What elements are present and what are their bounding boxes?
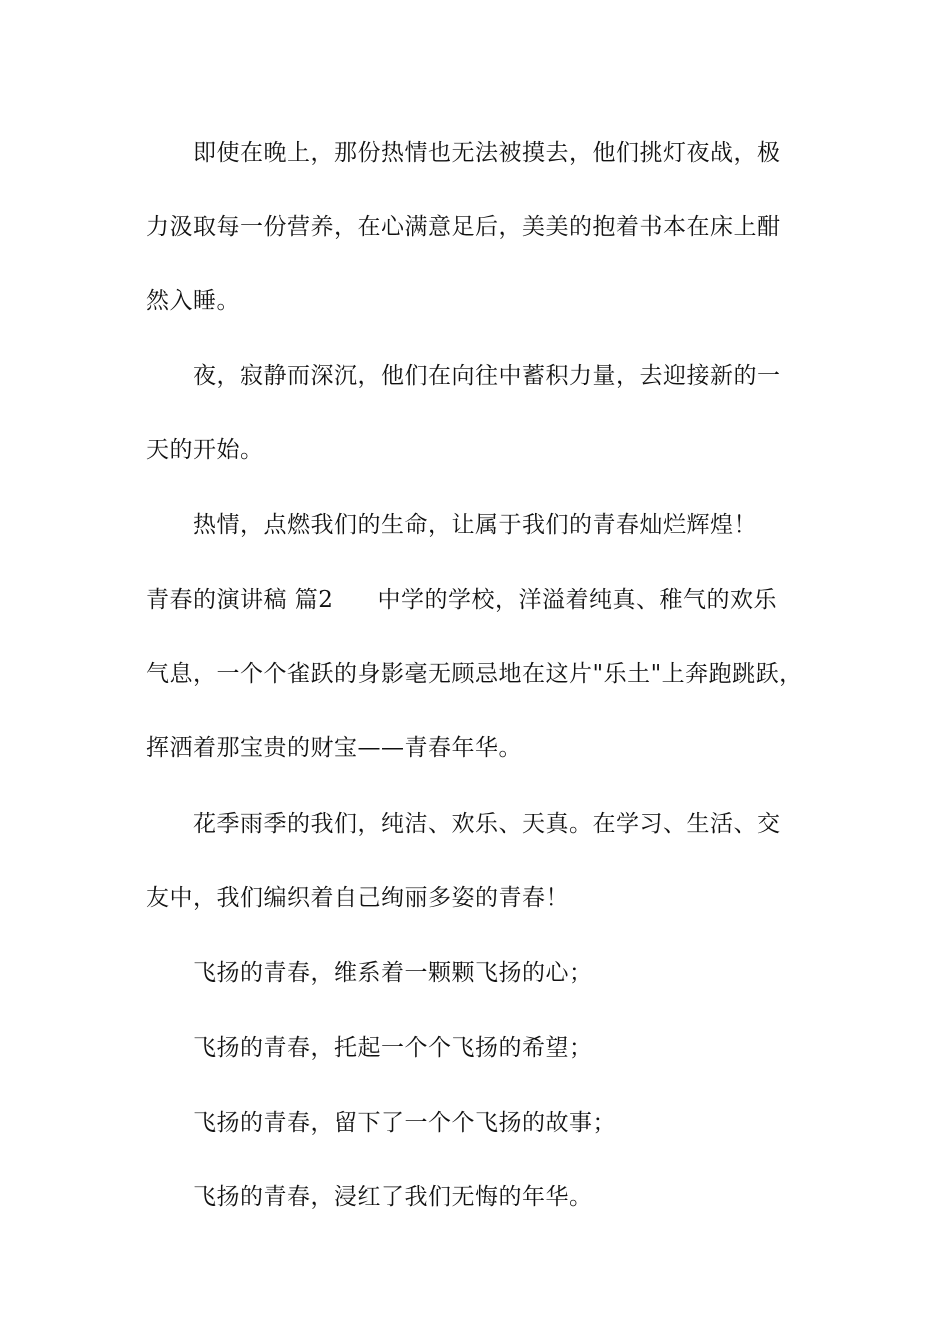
paragraph-line: 飞扬的青春，浸红了我们无悔的年华。 (193, 1184, 593, 1210)
section-heading: 青春的演讲稿 篇2 (146, 587, 334, 613)
paragraph-text: 中学的学校，洋溢着纯真、稚气的欢乐 (377, 587, 777, 613)
paragraph-line: 天的开始。 (146, 437, 264, 463)
paragraph-line: 花季雨季的我们，纯洁、欢乐、天真。在学习、生活、交 (193, 811, 781, 837)
paragraph-line: 飞扬的青春，托起一个个飞扬的希望； (193, 1035, 593, 1061)
paragraph-line: 飞扬的青春，维系着一颗颗飞扬的心； (193, 960, 593, 986)
paragraph-line: 气息，一个个雀跃的身影毫无顾忌地在这片"乐土"上奔跑跳跃， (146, 661, 803, 687)
paragraph-line: 力汲取每一份营养，在心满意足后，美美的抱着书本在床上酣 (146, 214, 781, 240)
paragraph-line: 然入睡。 (146, 288, 240, 314)
paragraph-line: 即使在晚上，那份热情也无法被摸去，他们挑灯夜战，极 (193, 140, 781, 166)
paragraph-line: 飞扬的青春，留下了一个个飞扬的故事； (193, 1110, 616, 1136)
paragraph-line: 挥洒着那宝贵的财宝——青春年华。 (146, 735, 522, 761)
paragraph-line: 夜，寂静而深沉，他们在向往中蓄积力量，去迎接新的一 (193, 363, 781, 389)
section-heading-line (146, 585, 777, 615)
paragraph-line: 友中，我们编织着自己绚丽多姿的青春！ (146, 885, 569, 911)
paragraph-line: 热情，点燃我们的生命，让属于我们的青春灿烂辉煌！ (193, 512, 757, 538)
